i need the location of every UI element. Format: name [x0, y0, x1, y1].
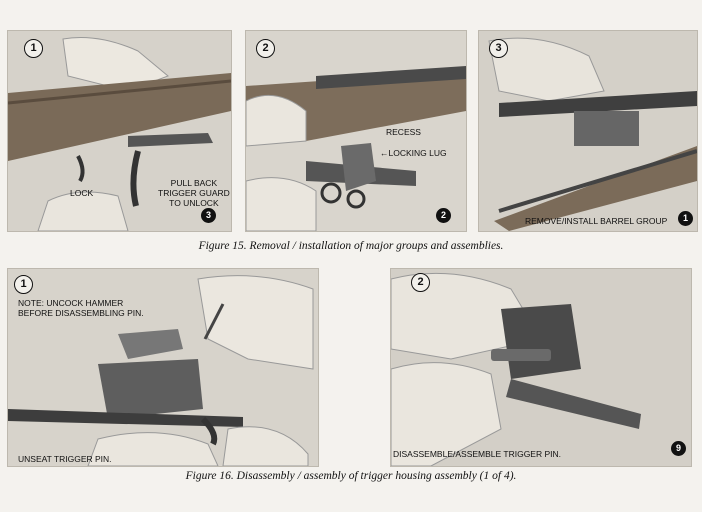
- fig15-panel-2-photo: [245, 30, 467, 232]
- unseat-trigger-pin-label: UNSEAT TRIGGER PIN.: [18, 454, 112, 464]
- fig15-panel-1-photo: [7, 30, 232, 232]
- recess-label: RECESS: [386, 127, 421, 137]
- receiver-locking-lug-photo: [246, 31, 466, 231]
- locking-lug-label: ←LOCKING LUG: [380, 148, 447, 158]
- step-number-circle: 2: [256, 39, 275, 58]
- step-number-circle: 1: [24, 39, 43, 58]
- lock-label: LOCK: [70, 188, 94, 198]
- step-badge: 3: [201, 208, 216, 223]
- pull-back-trigger-guard-label: PULL BACK TRIGGER GUARD TO UNLOCK: [158, 178, 230, 208]
- figure-15-caption: Figure 15. Removal / installation of major groups and assemblies.: [198, 240, 504, 252]
- step-number-circle: 1: [14, 275, 33, 294]
- step-badge: 9: [671, 441, 686, 456]
- step-number-circle: 3: [489, 39, 508, 58]
- step-badge: 1: [678, 211, 693, 226]
- figure-16-caption: Figure 16. Disassembly / assembly of trigger housing assembly (1 of 4).: [185, 470, 517, 482]
- step-badge: 2: [436, 208, 451, 223]
- step-number-circle: 2: [411, 273, 430, 292]
- disassemble-assemble-trigger-pin-label: DISASSEMBLE/ASSEMBLE TRIGGER PIN.: [393, 449, 562, 459]
- fig16-panel-2-photo: [390, 268, 692, 467]
- remove-install-barrel-group-label: REMOVE/INSTALL BARREL GROUP: [525, 216, 668, 226]
- barrel-group-photo: [479, 31, 697, 231]
- fig16-panel-1-photo: [7, 268, 319, 467]
- fig15-panel-3-photo: [478, 30, 698, 232]
- trigger-pin-assembly-photo: [391, 269, 691, 466]
- uncock-hammer-note-label: NOTE: UNCOCK HAMMER BEFORE DISASSEMBLING PIN.: [18, 298, 144, 318]
